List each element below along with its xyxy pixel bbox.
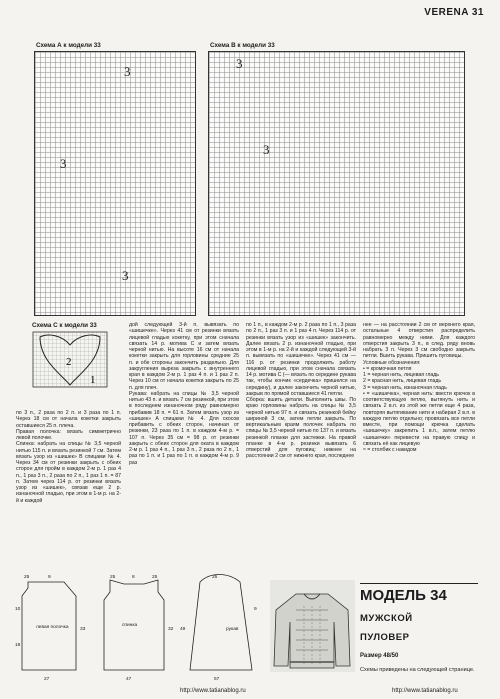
model-title-line1: МУЖСКОЙ xyxy=(360,613,413,624)
dimension: 25 xyxy=(212,575,218,580)
dimension: 32 xyxy=(168,627,174,632)
dimension: 8 xyxy=(132,575,135,580)
scheme-c-mark: 1 xyxy=(90,374,96,386)
scheme-a-mark: 3 xyxy=(122,268,129,283)
dimension: 49 xyxy=(180,627,186,632)
scheme-b-mark: 3 xyxy=(236,56,243,71)
sleeve-label: рукав xyxy=(226,627,239,632)
model-number: МОДЕЛЬ 34 xyxy=(360,587,447,604)
scheme-c-mark: 2 xyxy=(66,356,72,368)
brand-name: VERENA xyxy=(424,7,469,18)
dimension: 10 xyxy=(15,607,21,612)
text-column-2: дой следующей 3-й п. вывязать по «шишечке». Через 41 см от резинки вязать лицевой гладью кокетку, при этом сначала связать 14 р. мотива С и затем вязать черной нитью. На высоте 16 см от начала кокетки закрыть для горловины средние 25 п. и обе стороны закончить раздельно. Для закругления выреза закрыть с внутреннего края в каждом 2-м р. 1 раз 4 п. и 1 раз 2 п. Через 10 см от начала кокетки закрыть по 25 п. для плеч. Рукава: набрать на спицы № 3,5 черной нитью 43 п. и вязать 7 см резинкой, при этом в последнем изнаночном ряду равномерно прибавив 18 п. = 61 п. Затем вязать узор из «шишек» А спицами № 4. Для скосов прибавить с обеих сторон, начиная от резинки, 23 раза по 1 п. в каждом 4-м р. = 107 п. Через 35 см = 98 р. от резинки закрыть с обеих сторон для оката в каждом 2-м р. 1 раз 4 п., 1 раз 3 п., 2 раза по 2 п., 1 раз по 1 п. и 1 раз по 1 п. в каждом 4-м р. 9 раз xyxy=(129,322,239,466)
dimension: 47 xyxy=(126,677,132,682)
dimension: 25 xyxy=(110,575,116,580)
scheme-b-mark: 3 xyxy=(263,142,270,157)
left-front-label: левая полочка xyxy=(36,625,69,630)
dimension: 9 xyxy=(254,607,257,612)
garment-silhouettes xyxy=(14,570,264,685)
dimension: 25 xyxy=(24,575,30,580)
sleeve-shape xyxy=(190,575,252,671)
sweater-photo xyxy=(270,580,355,672)
scheme-b-chart xyxy=(208,51,465,316)
footer-url: http://www.tatianablog.ru xyxy=(180,688,246,694)
dimension: 57 xyxy=(214,677,220,682)
dimension: 18 xyxy=(15,643,21,648)
dimension: 27 xyxy=(44,677,50,682)
dimension: 25 xyxy=(152,575,158,580)
back-label: спинка xyxy=(122,623,138,628)
scheme-a-title: Схема А к модели 33 xyxy=(36,42,101,49)
scheme-a-chart xyxy=(34,51,196,316)
model-size: Размер 48/50 xyxy=(360,653,399,659)
scheme-c-title: Схема С к модели 33 xyxy=(32,322,97,329)
scheme-c-chart xyxy=(32,331,112,391)
text-column-1: по 3 п., 2 раза по 2 п. и 3 раза по 1 п. Через 18 см от начала кокетки закрыть оставшиеся 25 п. плеча. Правая полочка: вязать симметрично левой полочке. Спинка: набрать на спицы № 3,5 черной нитью 115 п. и вязать резинкой 7 см. Затем вязать узор из «шишек» В спицами № 4. Через 34 см от резинки закрыть с обеих сторон для пройм в каждом 2-м р. 1 раз 4 п., 1 раз 3 п., 2 раза по 2 п., 1 раз 1 п. = 87 п. Затем через 114 р. от резинки вязать узор из «шишек», связав еще 2 р. изнаночной гладью, при этом в 1-м р. на 2-й и каждой xyxy=(16,410,121,504)
model-note: Схемы приведены на следующей странице. xyxy=(360,667,475,673)
page-number: 31 xyxy=(471,7,484,18)
scheme-a-mark: 3 xyxy=(60,156,67,171)
footer-url-2: http://www.tatianablog.ru xyxy=(392,688,458,694)
dimension: 33 xyxy=(80,627,86,632)
model-block xyxy=(360,583,478,674)
text-column-4: нее — на расстоянии 2 см от верхнего края, остальные 4 отверстия распределить равномерно между ними. Для каждого отверстия закрыть 3 п., в след. ряду вновь набрать 3 п. Через 3 см свободно закрыть петли. Вшить рукава. Пришить пуговицы. Условные обозначения: • = кромочная петля 1 = черная нить, лицевая гладь 2 = красная нить, лицевая гладь 3 = черная нить, изнаночная гладь • = «шишечка», черная нить: ввести крючок в соответствующую петлю, вытянуть нить и связать 2 в.п. из этой же петли еще 4 раза, повторяя вытягивание нити и набирая 2 в.п. в каждую петлю отдельно; провязать все петли вместе, при помощи крючка сделать «шишечку» закрепить 1 в.п., затем петлю «шишечки» перевести на правую спицу и связать её как лицевую ≈ = столбик с накидом xyxy=(363,322,475,453)
text-column-3: по 1 п., в каждом 2-м р. 2 раза по 1 п., 3 раза по 2 п., 1 раз 3 п. и 1 раз 4 п. Через 114 р. от резинки вязать узор из «шишек» закончить. Далее вязать 2 р. изнаночной гладью, при этом в 1-м р. на 2-й и каждой следующей 3-й п. вывязать по «шишечке». Через 41 см — 116 р. от резинки продолжить работу лицевой гладью, при этом сначала связать 14 р. мотива С (— вязать по середине рукава так, чтобы кончик «сердечка» пришелся на середину), и далее закончить черной нитью, закрыв по прямой оставшиеся 41 петли. Сборка: вшить детали. Выполнить швы. По краю горловины набрать на спицы № 3,5 черной нитью 97 п. и связать резинкой бейку шириной 3 см, затем петли закрыть. По вертикальным краям полочек набрать по спицы № 3,5 черной нитью по 137 п. и вязать резинкой планки для застежки. На правой планке в 4-м р. резинки вывязать 6 отверстий для пуговиц: нижнее на расстоянии 2 см от нижнего края, последнее xyxy=(246,322,356,460)
model-title-line2: ПУЛОВЕР xyxy=(360,632,410,643)
scheme-a-mark: 3 xyxy=(124,64,131,79)
page-header xyxy=(424,7,484,18)
dimension: 9 xyxy=(48,575,51,580)
scheme-b-title: Схема B к модели 33 xyxy=(210,42,275,49)
